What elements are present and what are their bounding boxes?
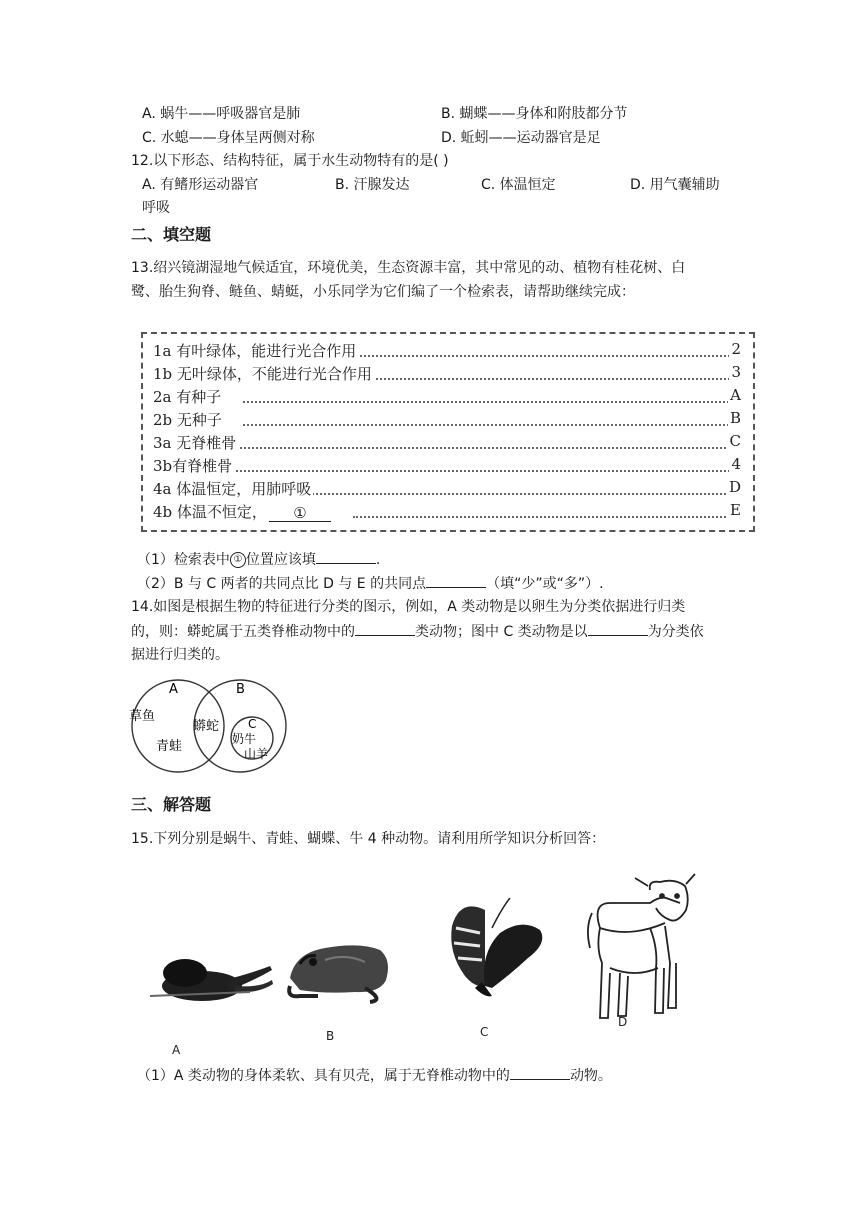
q15-sub1-text: （1）A 类动物的身体柔软、具有贝壳，属于无脊椎动物中的 [137, 1068, 510, 1084]
q11-option-d: D. 蚯蚓——运动器官是足 [441, 130, 601, 146]
key-row-label-text: 4b 体温不恒定， [153, 503, 267, 521]
cow-image [588, 874, 695, 1018]
answer-blank[interactable] [510, 1065, 570, 1080]
answer-blank[interactable] [316, 549, 376, 564]
q14-stem-line1: 14.如图是根据生物的特征进行分类的图示，例如，A 类动物是以卵生为分类依据进行归类 [131, 599, 686, 615]
q14-text-a: 的，则：蟒蛇属于五类脊椎动物中的 [131, 624, 355, 640]
animal-label-c: C [480, 1025, 489, 1039]
q13-stem-line2: 鹭、胎生狗脊、鲢鱼、蜻蜓，小乐同学为它们编了一个检索表，请帮助继续完成： [131, 284, 635, 300]
snail-image [150, 959, 273, 1001]
q14-text-b: 类动物；图中 C 类动物是以 [415, 624, 588, 640]
key-row [153, 409, 741, 431]
butterfly-image [451, 898, 542, 996]
answer-blank[interactable] [426, 573, 486, 588]
key-row [153, 363, 741, 385]
q15-sub1-text2: 动物。 [569, 1068, 612, 1084]
q15-sub1 [137, 1065, 612, 1086]
animal-images [130, 868, 730, 1058]
key-answer-blank [269, 503, 331, 522]
key-row [153, 455, 741, 477]
key-row [153, 340, 741, 362]
q12-option-d: D. 用气囊辅助 [630, 177, 720, 193]
q13-sub1-text2: 位置应该填 [245, 552, 316, 568]
q12-option-b: B. 汗腺发达 [335, 177, 410, 193]
key-row-label: 2a 有种子 [153, 388, 222, 406]
key-row-label: 1a 有叶绿体，能进行光合作用 [153, 342, 357, 360]
key-row-code: C [729, 432, 741, 450]
key-row-code: D [728, 478, 741, 496]
q13-stem-line1: 13.绍兴镜湖湿地气候适宜，环境优美，生态资源丰富，其中常见的动、植物有桂花树、白 [131, 260, 686, 276]
answer-blank[interactable] [355, 621, 415, 636]
key-row-label: 3a 无脊椎骨 [153, 434, 237, 452]
venn-item-cow: 奶牛 [232, 732, 257, 746]
venn-diagram [126, 674, 296, 780]
dichotomous-key-table [141, 332, 755, 532]
q11-option-a: A. 蜗牛——呼吸器官是肺 [142, 106, 301, 122]
animal-label-b: B [326, 1029, 335, 1043]
venn-item-goat: 山羊 [244, 747, 269, 761]
key-row-label: 2b 无种子 [153, 411, 222, 429]
key-row-code: 4 [731, 455, 741, 473]
circled-number-one: ① [230, 552, 246, 568]
q13-sub1 [137, 549, 380, 570]
venn-label-c: C [248, 717, 257, 731]
circled-number-one: ① [293, 504, 307, 522]
key-row-label: 3b有脊椎骨 [153, 457, 233, 475]
q12-stem: 12.以下形态、结构特征，属于水生动物特有的是( ) [131, 153, 449, 169]
q11-option-c: C. 水螅——身体呈两侧对称 [142, 130, 315, 146]
section-title-answer: 三、解答题 [131, 795, 212, 814]
q14-stem-line3: 据进行归类的。 [131, 647, 229, 663]
q13-sub2-text2: （填“少”或“多”）. [486, 576, 604, 592]
q11-option-b: B. 蝴蝶——身体和附肢都分节 [441, 106, 628, 122]
q15-stem: 15.下列分别是蜗牛、青蛙、蝴蝶、牛 4 种动物。请利用所学知识分析回答： [131, 831, 606, 847]
animal-label-d: D [618, 1015, 628, 1029]
venn-item-python: 蟒蛇 [193, 719, 220, 734]
animal-label-a: A [172, 1043, 181, 1057]
section-title-fill-in: 二、填空题 [131, 225, 212, 244]
key-row-code: 2 [731, 340, 741, 358]
q12-option-d-cont: 呼吸 [142, 200, 170, 216]
venn-label-a: A [169, 682, 178, 697]
key-row-label [153, 501, 333, 522]
key-row [153, 478, 741, 500]
q14-stem-line2 [131, 621, 704, 642]
q13-sub1-end: . [375, 552, 381, 568]
q12-option-c: C. 体温恒定 [481, 177, 556, 193]
key-row-code: E [730, 501, 741, 519]
key-row-label: 4a 体温恒定，用肺呼吸 [153, 480, 312, 498]
key-row-label: 1b 无叶绿体，不能进行光合作用 [153, 365, 372, 383]
key-row [153, 501, 741, 523]
key-row [153, 432, 741, 454]
key-row-code: A [730, 386, 741, 404]
key-row-code: B [729, 409, 741, 427]
key-row [153, 386, 741, 408]
q12-option-a: A. 有鳍形运动器官 [142, 177, 259, 193]
q13-sub2-text: （2）B 与 C 两者的共同点比 D 与 E 的共同点 [137, 576, 427, 592]
q14-text-c: 为分类依 [647, 624, 704, 640]
q13-sub2 [137, 573, 604, 594]
venn-label-b: B [236, 682, 245, 697]
venn-item-grass-carp: 草鱼 [129, 709, 156, 724]
frog-image [289, 945, 388, 1002]
answer-blank[interactable] [588, 621, 648, 636]
q13-sub1-text: （1）检索表中 [137, 552, 230, 568]
key-row-code: 3 [731, 363, 741, 381]
venn-item-frog: 青蛙 [156, 739, 183, 754]
